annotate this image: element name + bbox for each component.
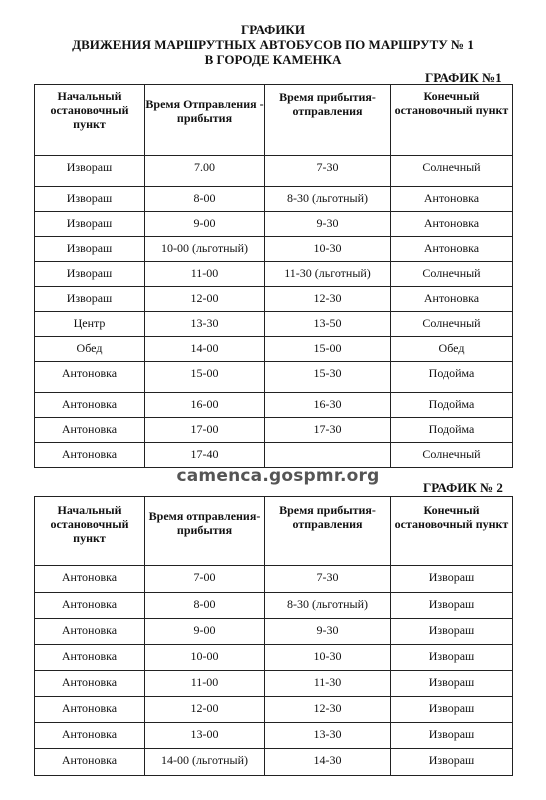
cell-arrival-time: 7-30 <box>265 566 391 593</box>
cell-end-stop: Подойма <box>391 393 513 418</box>
table-row <box>35 287 513 312</box>
cell-departure-time: 10-00 (льготный) <box>145 237 265 262</box>
cell-departure-time: 8-00 <box>145 187 265 212</box>
cell-start-stop: Антоновка <box>35 443 145 468</box>
cell-end-stop: Солнечный <box>391 443 513 468</box>
cell-arrival-time: 10-30 <box>265 237 391 262</box>
cell-departure-time: 14-00 <box>145 337 265 362</box>
schedule-1-table <box>34 84 513 468</box>
cell-departure-time: 8-00 <box>145 593 265 619</box>
cell-start-stop: Антоновка <box>35 697 145 723</box>
cell-start-stop: Антоновка <box>35 645 145 671</box>
schedule-2-table <box>34 496 513 776</box>
cell-end-stop: Извораш <box>391 566 513 593</box>
schedule-1-label: ГРАФИК №1 <box>425 70 502 85</box>
cell-start-stop: Антоновка <box>35 723 145 749</box>
cell-start-stop: Антоновка <box>35 619 145 645</box>
cell-start-stop: Антоновка <box>35 749 145 776</box>
schedule-2-label: ГРАФИК № 2 <box>423 480 503 495</box>
cell-end-stop: Антоновка <box>391 187 513 212</box>
title-line-2: ДВИЖЕНИЯ МАРШРУТНЫХ АВТОБУСОВ ПО МАРШРУТУ № 1 <box>72 37 474 52</box>
cell-departure-time: 17-40 <box>145 443 265 468</box>
cell-end-stop: Извораш <box>391 697 513 723</box>
cell-arrival-time: 12-30 <box>265 697 391 723</box>
table-row <box>35 362 513 393</box>
schedule-2-body <box>35 566 513 776</box>
cell-departure-time: 7.00 <box>145 156 265 187</box>
cell-start-stop: Антоновка <box>35 362 145 393</box>
cell-end-stop: Извораш <box>391 645 513 671</box>
table-row <box>35 566 513 593</box>
header-start-stop: Начальный остановочный пункт <box>35 85 145 156</box>
cell-arrival-time: 15-00 <box>265 337 391 362</box>
title-line-1: ГРАФИКИ <box>241 22 305 37</box>
cell-departure-time: 9-00 <box>145 619 265 645</box>
table-row <box>35 187 513 212</box>
cell-end-stop: Извораш <box>391 593 513 619</box>
cell-end-stop: Извораш <box>391 619 513 645</box>
header-end-stop: Конечный остановочный пункт <box>391 85 513 156</box>
table-row <box>35 593 513 619</box>
cell-departure-time: 11-00 <box>145 671 265 697</box>
cell-arrival-time: 12-30 <box>265 287 391 312</box>
table-header-row <box>35 497 513 566</box>
table-row <box>35 645 513 671</box>
cell-arrival-time <box>265 443 391 468</box>
header-departure-time: Время отправления-прибытия <box>145 497 265 566</box>
cell-end-stop: Извораш <box>391 671 513 697</box>
cell-start-stop: Антоновка <box>35 671 145 697</box>
table-header-row <box>35 85 513 156</box>
cell-departure-time: 7-00 <box>145 566 265 593</box>
cell-arrival-time: 13-30 <box>265 723 391 749</box>
table-row <box>35 443 513 468</box>
cell-arrival-time: 7-30 <box>265 156 391 187</box>
document-title <box>0 22 546 67</box>
cell-end-stop: Подойма <box>391 362 513 393</box>
cell-end-stop: Солнечный <box>391 262 513 287</box>
cell-arrival-time: 9-30 <box>265 212 391 237</box>
cell-departure-time: 14-00 (льготный) <box>145 749 265 776</box>
cell-start-stop: Антоновка <box>35 393 145 418</box>
cell-departure-time: 12-00 <box>145 287 265 312</box>
cell-departure-time: 17-00 <box>145 418 265 443</box>
cell-start-stop: Извораш <box>35 187 145 212</box>
cell-arrival-time: 8-30 (льготный) <box>265 593 391 619</box>
table-row <box>35 619 513 645</box>
table-row <box>35 156 513 187</box>
cell-end-stop: Антоновка <box>391 237 513 262</box>
cell-start-stop: Антоновка <box>35 566 145 593</box>
table-row <box>35 393 513 418</box>
cell-arrival-time: 17-30 <box>265 418 391 443</box>
cell-arrival-time: 15-30 <box>265 362 391 393</box>
cell-start-stop: Антоновка <box>35 418 145 443</box>
cell-start-stop: Центр <box>35 312 145 337</box>
header-departure-time: Время Отправления - прибытия <box>145 85 265 156</box>
header-arrival-time: Время прибытия-отправления <box>265 85 391 156</box>
cell-start-stop: Антоновка <box>35 593 145 619</box>
cell-start-stop: Извораш <box>35 212 145 237</box>
title-line-3: В ГОРОДЕ КАМЕНКА <box>204 52 342 67</box>
cell-departure-time: 13-00 <box>145 723 265 749</box>
cell-start-stop: Извораш <box>35 156 145 187</box>
cell-arrival-time: 16-30 <box>265 393 391 418</box>
header-end-stop: Конечный остановочный пункт <box>391 497 513 566</box>
cell-departure-time: 15-00 <box>145 362 265 393</box>
cell-arrival-time: 13-50 <box>265 312 391 337</box>
cell-departure-time: 13-30 <box>145 312 265 337</box>
cell-arrival-time: 11-30 <box>265 671 391 697</box>
table-row <box>35 697 513 723</box>
table-row <box>35 312 513 337</box>
schedule-1-body <box>35 156 513 468</box>
cell-departure-time: 12-00 <box>145 697 265 723</box>
cell-start-stop: Обед <box>35 337 145 362</box>
cell-end-stop: Подойма <box>391 418 513 443</box>
cell-arrival-time: 8-30 (льготный) <box>265 187 391 212</box>
cell-end-stop: Солнечный <box>391 156 513 187</box>
cell-arrival-time: 11-30 (льготный) <box>265 262 391 287</box>
cell-start-stop: Извораш <box>35 237 145 262</box>
cell-arrival-time: 14-30 <box>265 749 391 776</box>
cell-end-stop: Солнечный <box>391 312 513 337</box>
cell-start-stop: Извораш <box>35 287 145 312</box>
table-row <box>35 237 513 262</box>
table-row <box>35 671 513 697</box>
cell-departure-time: 9-00 <box>145 212 265 237</box>
cell-arrival-time: 9-30 <box>265 619 391 645</box>
header-start-stop: Начальный остановочный пункт <box>35 497 145 566</box>
table-row <box>35 418 513 443</box>
cell-departure-time: 11-00 <box>145 262 265 287</box>
cell-end-stop: Антоновка <box>391 212 513 237</box>
table-row <box>35 337 513 362</box>
cell-end-stop: Обед <box>391 337 513 362</box>
cell-start-stop: Извораш <box>35 262 145 287</box>
cell-arrival-time: 10-30 <box>265 645 391 671</box>
cell-end-stop: Антоновка <box>391 287 513 312</box>
table-row <box>35 749 513 776</box>
watermark: camenca.gospmr.org <box>176 466 380 486</box>
table-row <box>35 212 513 237</box>
cell-end-stop: Извораш <box>391 749 513 776</box>
table-row <box>35 723 513 749</box>
cell-departure-time: 16-00 <box>145 393 265 418</box>
cell-end-stop: Извораш <box>391 723 513 749</box>
cell-departure-time: 10-00 <box>145 645 265 671</box>
header-arrival-time: Время прибытия-отправления <box>265 497 391 566</box>
table-row <box>35 262 513 287</box>
